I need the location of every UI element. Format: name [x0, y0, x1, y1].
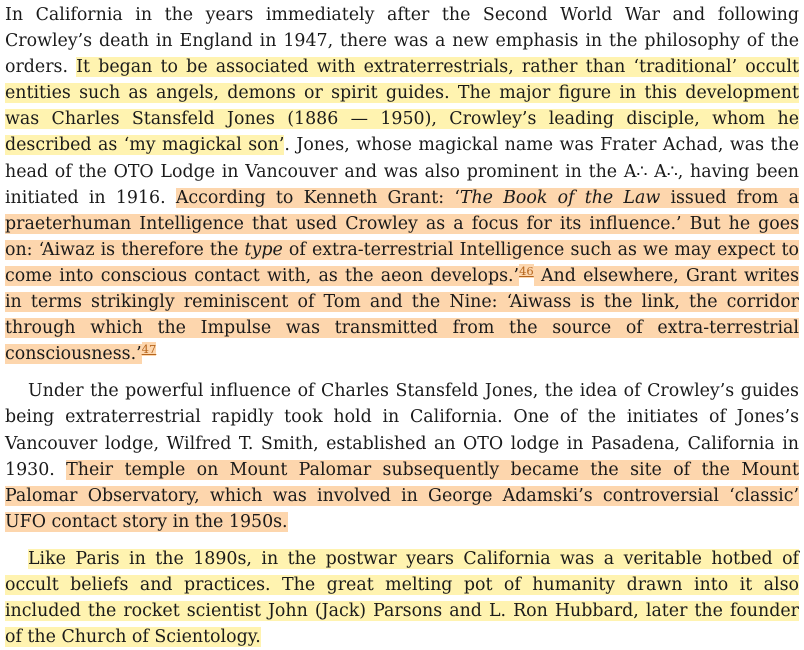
highlighted-text: And elsewhere, Grant writes in terms strikingly reminiscent of Tom and the Nine: ‘Aiwass is the link, the corridor through which the Impulse was transmitted from the source of extra-terrestrial consciousness.’	[5, 265, 800, 365]
footnote-ref[interactable]: 47	[141, 342, 157, 357]
italic-text: The Book of the Law	[459, 187, 661, 208]
body-text: . Jones, whose magickal name was Frater Achad, was the head of the OTO Lodge in Vancouver and was also prominent in the A∴ A∴, having been initiated in 1916.	[5, 135, 799, 208]
highlighted-text: of extra-terrestrial Intelligence such as we may expect to come into conscious contact with, as the aeon develops.’	[5, 239, 800, 286]
paragraph-3	[5, 546, 799, 650]
footnote-ref[interactable]: 46	[519, 263, 534, 278]
paragraph-1	[5, 2, 799, 367]
highlighted-text: Like Paris in the 1890s, in the postwar years California was a veritable hotbed of occult beliefs and practices. The great melting pot of humanity drawn into it also included the rocket scientist John (Jack) Parsons and L. Ron Hubbard, later the founder of the Church of Scientology.	[5, 548, 799, 648]
body-text: Under the powerful influence of Charles Stansfeld Jones, the idea of Crowley’s guides being extraterrestrial rapidly took hold in California. One of the initiates of Jones’s Vancouver lodge, Wilfred T. Smith, established an OTO lodge in Pasadena, California in 1930.	[5, 381, 799, 480]
highlighted-text: issued from a praeterhuman Intelligence that used Crowley as a focus for its influence.’ But he goes on: ‘Aiwaz is therefore the	[5, 187, 799, 260]
paragraph-2	[5, 378, 799, 535]
highlighted-text: According to Kenneth Grant: ‘	[175, 187, 460, 208]
highlighted-text: Their temple on Mount Palomar subsequently became the site of the Mount Palomar Observatory, which was involved in George Adamski’s controversial ‘classic’ UFO contact story in the 1950s.	[5, 459, 799, 532]
highlighted-text: It began to be associated with extraterrestrials, rather than ‘traditional’ occult entities such as angels, demons or spirit guides. The major figure in this development was Charles Stansfeld Jones (1886 — 1950), Crowley’s leading disciple, whom he described as ‘my magickal son’	[5, 57, 799, 156]
italic-text: type	[244, 239, 283, 260]
body-text: In California in the years immediately after the Second World War and following Crowley’s death in England in 1947, there was a new emphasis in the philosophy of the orders.	[5, 5, 799, 78]
